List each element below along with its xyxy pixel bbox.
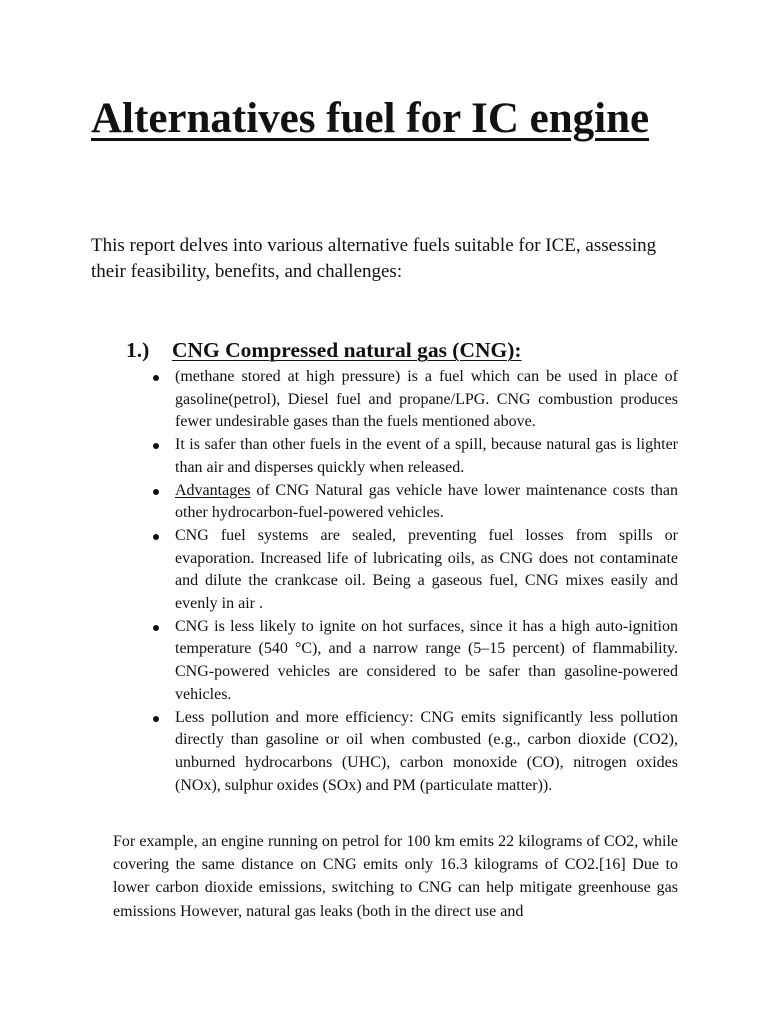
bullet-icon	[153, 489, 159, 495]
document-title: Alternatives fuel for IC engine	[91, 95, 650, 142]
list-item-text: Less pollution and more efficiency: CNG emits significantly less pollution directly than gasoline or oil when combusted (e.g., carbon dioxide (CO2), unburned hydrocarbons (UHC), carbon monoxide (CO), nitrogen oxides (NOx), sulphur oxides (SOx) and PM (particulate matter)).	[175, 708, 678, 794]
list-item-text: CNG is less likely to ignite on hot surfaces, since it has a high auto-ignition temperature (540 °C), and a narrow range (5–15 percent) of flammability. CNG-powered vehicles are considered to be safer than gasoline-powered vehicles.	[175, 617, 678, 703]
section-heading-text: CNG Compressed natural gas (CNG):	[172, 338, 522, 362]
list-item	[175, 525, 678, 616]
intro-paragraph: This report delves into various alternative fuels suitable for ICE, assessing their feasibility, benefits, and challenges:	[91, 235, 657, 282]
bullet-icon	[153, 716, 159, 722]
list-item-text: of CNG Natural gas vehicle have lower maintenance costs than other hydrocarbon-fuel-powered vehicles.	[175, 481, 678, 522]
section-heading	[126, 336, 522, 364]
list-item	[175, 707, 678, 798]
list-item	[175, 616, 678, 707]
list-item-text: CNG fuel systems are sealed, preventing fuel losses from spills or evaporation. Increased life of lubricating oils, as CNG does not contaminate and dilute the crankcase oil. Being a gaseous fuel, CNG mixes easily and evenly in air .	[175, 526, 678, 613]
bullet-icon	[153, 534, 159, 540]
list-item	[175, 434, 678, 479]
body-paragraph: For example, an engine running on petrol for 100 km emits 22 kilograms of CO2, while covering the same distance on CNG emits only 16.3 kilograms of CO2.[16] Due to lower carbon dioxide emissions, switching to CNG can help mitigate greenhouse gas emissions However, natural gas leaks (both in the direct use and	[113, 833, 678, 920]
bullet-icon	[153, 625, 159, 631]
list-item-text: It is safer than other fuels in the event of a spill, because natural gas is lighter than air and disperses quickly when released.	[175, 436, 678, 476]
list-item-text: (methane stored at high pressure) is a fuel which can be used in place of gasoline(petrol), Diesel fuel and propane/LPG. CNG combustion produces fewer undesirable gases than the fuels mentioned above.	[175, 368, 678, 431]
section-number: 1.)	[126, 338, 150, 362]
list-item	[175, 366, 678, 434]
advantages-label: Advantages	[175, 481, 251, 499]
list-item	[175, 480, 678, 525]
bullet-icon	[153, 443, 159, 449]
bullet-list	[175, 366, 678, 797]
bullet-icon	[153, 375, 159, 381]
